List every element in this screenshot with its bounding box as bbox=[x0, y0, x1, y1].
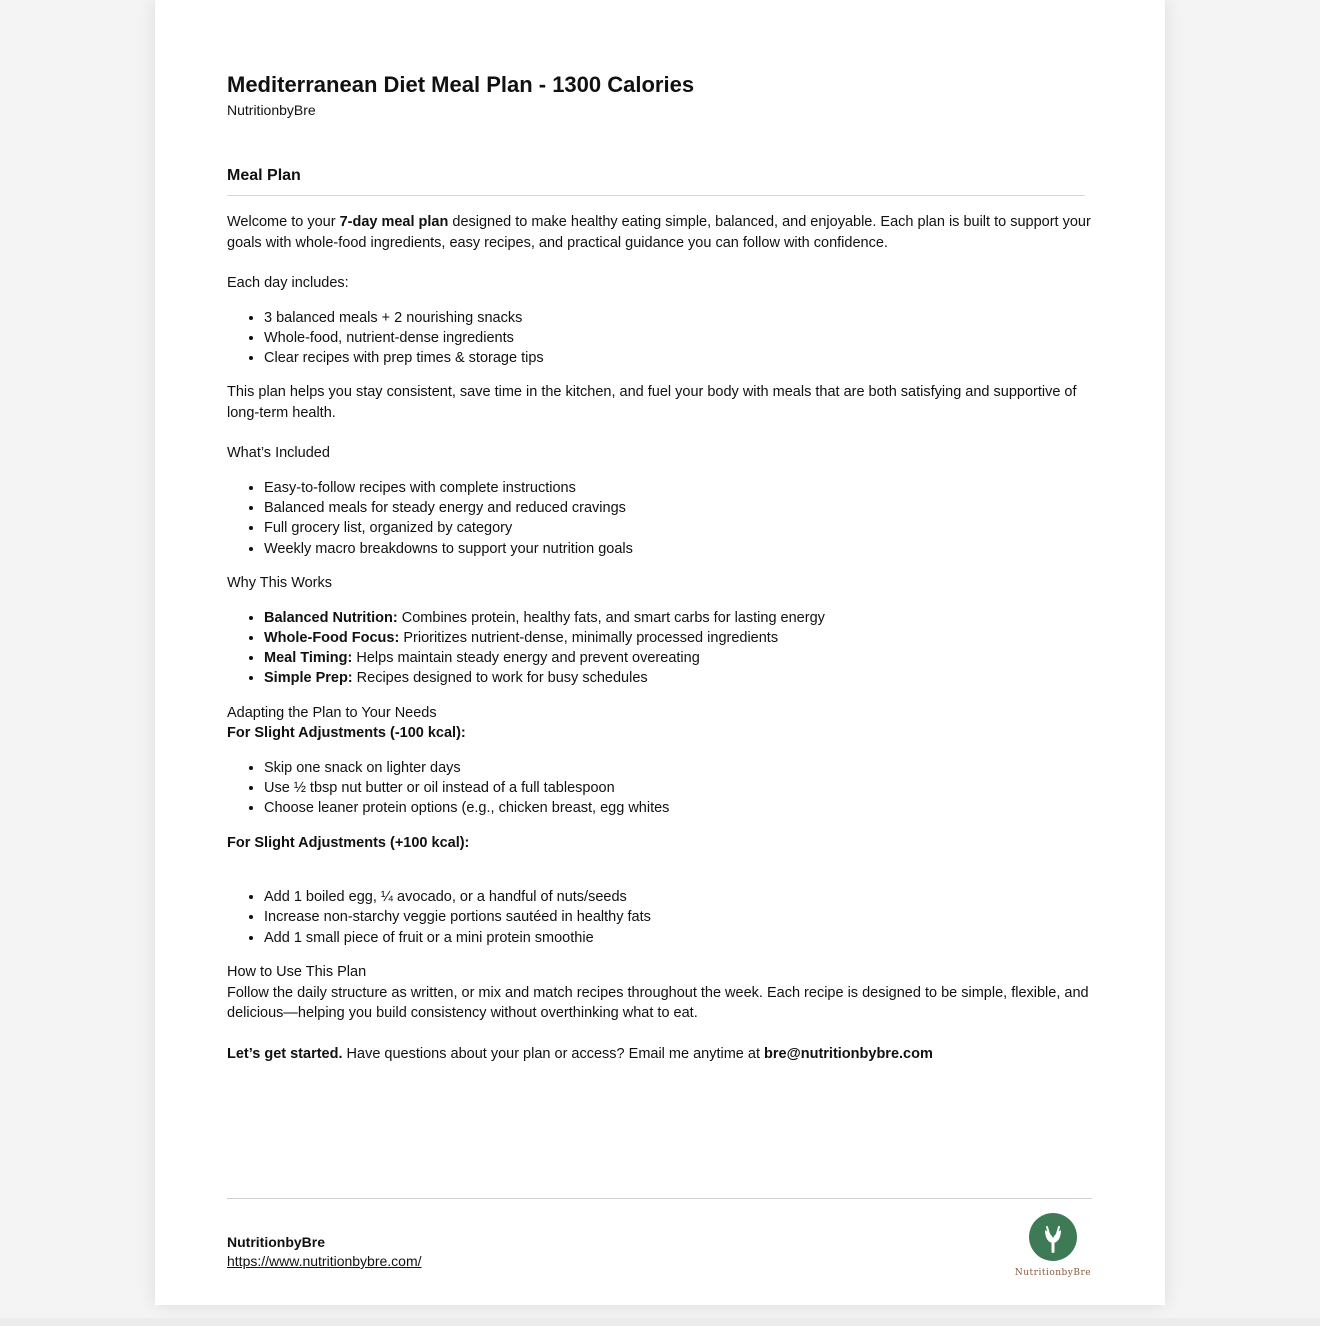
minus-list bbox=[227, 758, 1092, 819]
intro-paragraph bbox=[227, 212, 1092, 253]
closing-text: Have questions about your plan or access? Email me anytime at bbox=[342, 1045, 765, 1062]
page-title: Mediterranean Diet Meal Plan - 1300 Calories bbox=[227, 72, 695, 97]
list-item-label: Simple Prep: bbox=[264, 670, 353, 687]
list-item bbox=[264, 628, 1092, 648]
footer-brand: NutritionbyBre bbox=[227, 1234, 325, 1250]
each-day-list bbox=[227, 308, 1092, 369]
list-item: • Full grocery list, organized by category bbox=[264, 518, 1092, 538]
closing-paragraph bbox=[227, 1044, 1092, 1065]
intro-text-pre: Welcome to your bbox=[227, 214, 340, 230]
plus-heading bbox=[227, 833, 1092, 854]
list-item-text: Helps maintain steady energy and prevent overeating bbox=[352, 650, 700, 667]
document-page bbox=[155, 0, 1165, 1305]
minus-heading bbox=[227, 723, 1092, 744]
footer-divider bbox=[227, 1198, 1092, 1199]
list-item: • Clear recipes with prep times & storage tips bbox=[264, 348, 1092, 368]
list-item: • Weekly macro breakdowns to support your nutrition goals bbox=[264, 539, 1092, 559]
why-list bbox=[227, 608, 1092, 689]
list-item bbox=[264, 648, 1092, 668]
logo-text: NutritionbyBre bbox=[1014, 1268, 1092, 1278]
list-item: • Add 1 boiled egg, ¼ avocado, or a handful of nuts/seeds bbox=[264, 887, 1092, 907]
footer-website-link[interactable]: https://www.nutritionbybre.com/ bbox=[227, 1253, 422, 1269]
list-item: • Use ½ tbsp nut butter or oil instead of a full tablespoon bbox=[264, 778, 1092, 798]
included-list bbox=[227, 478, 1092, 559]
contact-email[interactable]: bre@nutritionbybre.com bbox=[764, 1045, 933, 1062]
list-item-label: Meal Timing: bbox=[264, 650, 353, 667]
list-item: • Balanced meals for steady energy and reduced cravings bbox=[264, 498, 1092, 518]
leaf-fork-icon bbox=[1028, 1212, 1078, 1262]
why-heading: Why This Works bbox=[227, 575, 333, 592]
list-item: • Increase non-starchy veggie portions sautéed in healthy fats bbox=[264, 907, 1092, 927]
brand-logo bbox=[1013, 1212, 1093, 1276]
each-day-heading: Each day includes: bbox=[227, 275, 349, 291]
list-item: • Skip one snack on lighter days bbox=[264, 758, 1092, 778]
list-item: • Choose leaner protein options (e.g., chicken breast, egg whites bbox=[264, 798, 1092, 818]
list-item-text: Recipes designed to work for busy schedules bbox=[352, 670, 648, 687]
list-item-label: Whole-Food Focus: bbox=[264, 629, 400, 646]
section-divider bbox=[227, 195, 1085, 196]
list-item-text: Combines protein, healthy fats, and smart carbs for lasting energy bbox=[397, 609, 825, 626]
how-heading: How to Use This Plan bbox=[227, 964, 367, 981]
author-name: NutritionbyBre bbox=[227, 102, 316, 118]
window-bottom-edge bbox=[0, 1318, 1320, 1326]
included-heading: What’s Included bbox=[227, 445, 330, 462]
list-item: • Add 1 small piece of fruit or a mini protein smoothie bbox=[264, 928, 1092, 948]
consistency-paragraph: This plan helps you stay consistent, save time in the kitchen, and fuel your body with meals that are both satisfying and supportive of long-term health. bbox=[227, 384, 1077, 421]
intro-text-bold: 7-day meal plan bbox=[339, 214, 449, 230]
list-item: • Easy-to-follow recipes with complete instructions bbox=[264, 478, 1092, 498]
list-item bbox=[264, 608, 1092, 628]
list-item-text: Prioritizes nutrient-dense, minimally processed ingredients bbox=[399, 629, 779, 646]
list-item: • 3 balanced meals + 2 nourishing snacks bbox=[264, 308, 1092, 328]
intro-text-post: designed to make healthy eating simple, balanced, and enjoyable. Each plan is built to support your goals with whole-food ingredients, easy recipes, and practical guidance you can follow with confidence. bbox=[227, 214, 1091, 251]
list-item: • Whole-food, nutrient-dense ingredients bbox=[264, 328, 1092, 348]
section-title: Meal Plan bbox=[227, 167, 301, 184]
list-item bbox=[264, 668, 1092, 688]
how-paragraph: Follow the daily structure as written, or mix and match recipes throughout the week. Each recipe is designed to be simple, flexible, and delicious—helping you build consistency without overthinking what to eat. bbox=[227, 984, 1089, 1022]
closing-bold: Let’s get started. bbox=[227, 1045, 343, 1062]
minus-heading-text: For Slight Adjustments (-100 kcal): bbox=[227, 725, 466, 742]
document-content bbox=[227, 70, 1092, 1064]
adapting-heading: Adapting the Plan to Your Needs bbox=[227, 704, 437, 721]
plus-list bbox=[227, 887, 1092, 948]
plus-heading-text: For Slight Adjustments (+100 kcal): bbox=[227, 834, 470, 851]
list-item-label: Balanced Nutrition: bbox=[264, 609, 398, 626]
